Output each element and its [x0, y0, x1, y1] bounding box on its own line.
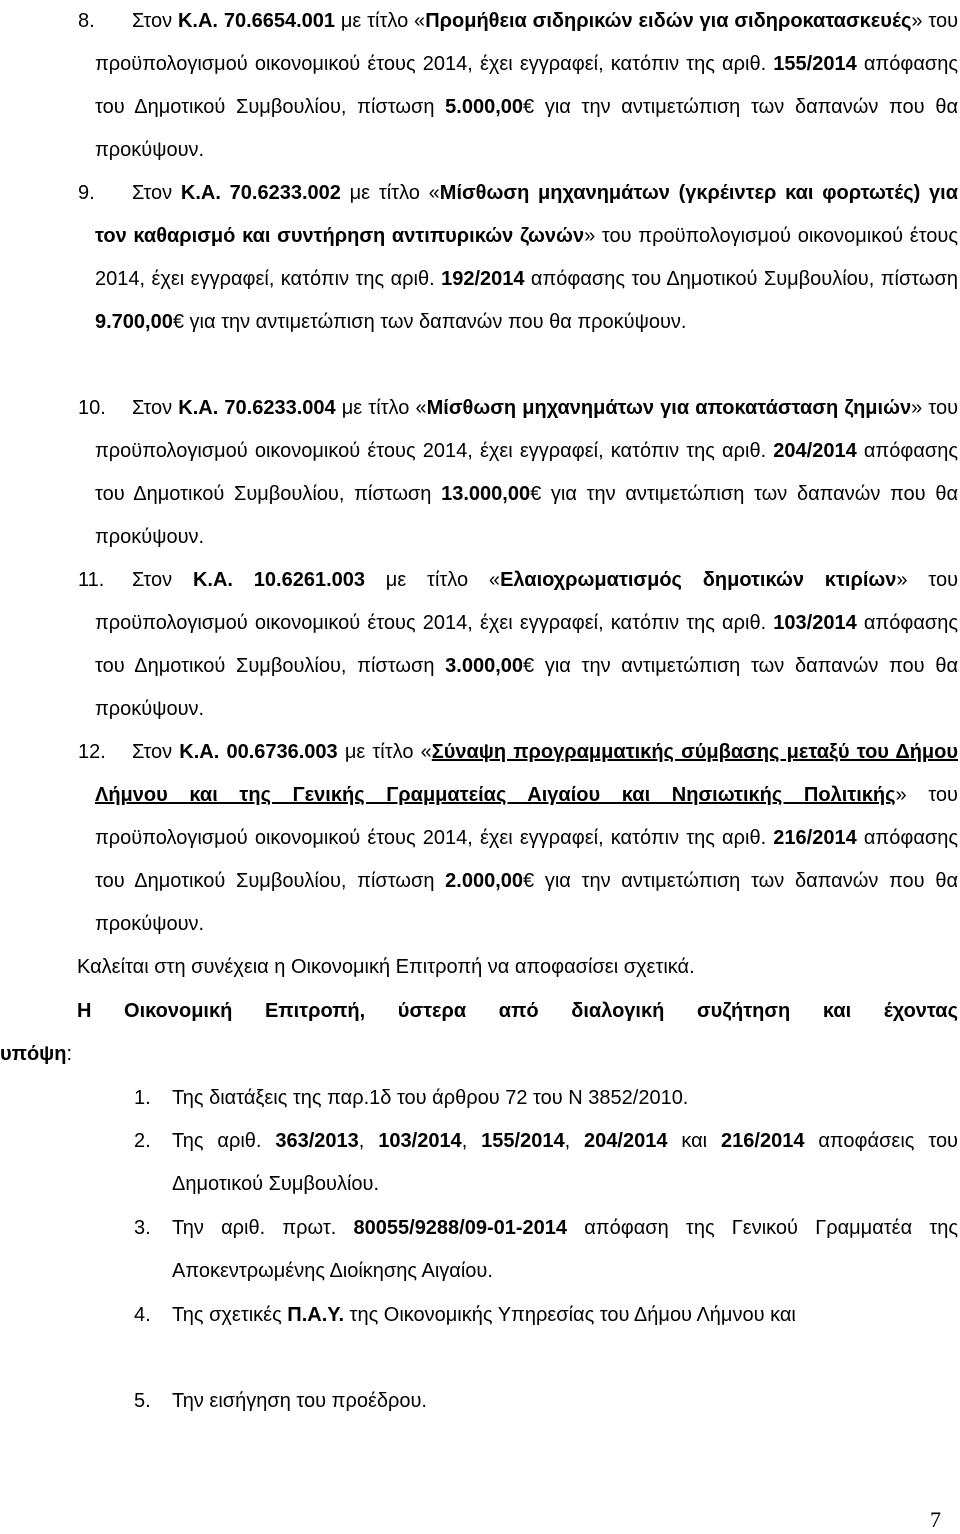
text-run: € για την αντιμετώπιση των δαπανών που θα προκύψουν. [95, 483, 959, 548]
bold-text-run: Προμήθεια σιδηρικών ειδών για σιδηροκατασκευές [425, 10, 912, 32]
bold-text-run: 3.000,00 [445, 655, 524, 677]
text-run: , [564, 1130, 585, 1152]
text-run: Στον [132, 182, 181, 204]
budget-item-text [78, 0, 959, 172]
text-run: απόφασης του Δημοτικού Συμβουλίου, πίστωση [95, 440, 958, 505]
consideration-number: 2. [134, 1130, 151, 1152]
budget-item-text [78, 387, 959, 559]
text-run: με τίτλο « [365, 569, 501, 591]
text-run: € για την αντιμετώπιση των δαπανών που θα προκύψουν. [172, 311, 687, 333]
consideration-text [172, 1380, 958, 1423]
text-run: Την εισήγηση του προέδρου. [172, 1390, 427, 1412]
text-run: Την αριθ. πρωτ. [172, 1217, 354, 1239]
committee-statement-word: υπόψη [0, 1043, 67, 1065]
bold-text-run: 192/2014 [441, 268, 525, 290]
invitation-text: Καλείται στη συνέχεια η Οικονομική Επιτροπή να αποφασίσει σχετικά. [77, 956, 695, 978]
text-run: , [461, 1130, 482, 1152]
page-number: 7 [930, 1507, 941, 1532]
text-run: » του προϋπολογισμού οικονομικού έτους 2014, έχει εγγραφεί, κατόπιν της αριθ. [95, 10, 959, 75]
budget-item-text [78, 559, 959, 731]
text-run: » του προϋπολογισμού οικονομικού έτους 2014, έχει εγγραφεί, κατόπιν της αριθ. [95, 225, 958, 290]
consideration-text [172, 1077, 958, 1120]
consideration-number: 3. [134, 1217, 151, 1239]
text-run: » του προϋπολογισμού οικονομικού έτους 2014, έχει εγγραφεί, κατόπιν της αριθ. [95, 784, 958, 849]
consideration-number: 5. [134, 1390, 151, 1412]
bold-text-run: 80055/9288/09-01-2014 [353, 1217, 568, 1239]
committee-statement-colon: : [66, 1043, 73, 1065]
text-run: € για την αντιμετώπιση των δαπανών που θα προκύψουν. [95, 655, 959, 720]
bold-text-run: 155/2014 [773, 53, 857, 75]
budget-item-text [78, 731, 959, 946]
text-run: της Οικονομικής Υπηρεσίας του Δήμου Λήμνου και [344, 1304, 796, 1326]
bold-text-run: 2.000,00 [445, 870, 524, 892]
text-run: και [667, 1130, 722, 1152]
budget-item-number: 12. [78, 741, 106, 763]
bold-text-run: 204/2014 [584, 1130, 668, 1152]
bold-text-run: 13.000,00 [441, 483, 531, 505]
text-run: απόφασης του Δημοτικού Συμβουλίου, πίστωση [95, 53, 958, 118]
text-run: Στον [132, 741, 180, 763]
text-run: με τίτλο « [335, 397, 427, 419]
consideration-number: 4. [134, 1304, 151, 1326]
bold-text-run: 9.700,00 [95, 311, 173, 333]
text-run: € για την αντιμετώπιση των δαπανών που θα προκύψουν. [95, 96, 959, 161]
text-run: » του προϋπολογισμού οικονομικού έτους 2014, έχει εγγραφεί, κατόπιν της αριθ. [95, 397, 959, 462]
bold-text-run: Κ.Α. 10.6261.003 [192, 569, 365, 591]
consideration-text [172, 1294, 958, 1337]
text-run: » του προϋπολογισμού οικονομικού έτους 2014, έχει εγγραφεί, κατόπιν της αριθ. [95, 569, 959, 634]
text-run: με τίτλο « [337, 741, 432, 763]
bold-text-run: 363/2013 [275, 1130, 359, 1152]
text-run: , [358, 1130, 379, 1152]
bold-text-run: 103/2014 [378, 1130, 462, 1152]
text-run: απόφασης του Δημοτικού Συμβουλίου, πίστωση [524, 268, 959, 290]
bold-text-run: Π.Α.Υ. [287, 1304, 344, 1326]
text-run: Της αριθ. [172, 1130, 276, 1152]
bold-text-run: 103/2014 [773, 612, 857, 634]
bold-text-run: Κ.Α. 70.6654.001 [177, 10, 336, 32]
text-run: € για την αντιμετώπιση των δαπανών που θα προκύψουν. [95, 870, 959, 935]
bold-text-run: Μίσθωση μηχανημάτων (γκρέιντερ και φορτωτές) για τον καθαρισμό και συντήρηση αντιπυρικών ζωνών [95, 182, 959, 247]
bold-text-run: Ελαιοχρωματισμός δημοτικών κτιρίων [500, 569, 897, 591]
budget-item-number: 10. [78, 397, 106, 419]
bold-text-run: Κ.Α. 00.6736.003 [179, 741, 338, 763]
budget-item-number: 11. [78, 569, 105, 591]
text-run: απόφασης του Δημοτικού Συμβουλίου, πίστωση [95, 827, 958, 892]
text-run: Στον [132, 397, 179, 419]
text-run: Της σχετικές [172, 1304, 288, 1326]
committee-statement: Η Οικονομική Επιτροπή, ύστερα από διαλογική συζήτηση και έχοντας [77, 1000, 958, 1022]
bold-text-run: 216/2014 [773, 827, 857, 849]
consideration-text [172, 1207, 958, 1293]
text-run: Στον [132, 10, 178, 32]
budget-item-number: 8. [78, 10, 95, 32]
text-run: Της διατάξεις της παρ.1δ του άρθρου 72 του Ν 3852/2010. [172, 1087, 689, 1109]
bold-text-run: 204/2014 [773, 440, 857, 462]
budget-item-number: 9. [78, 182, 95, 204]
consideration-text [172, 1120, 958, 1206]
bold-text-run: Κ.Α. 70.6233.002 [180, 182, 341, 204]
text-run: απόφαση της Γενικού Γραμματέα της Αποκεντρωμένης Διοίκησης Αιγαίου. [172, 1217, 958, 1282]
text-run: απόφασης του Δημοτικού Συμβουλίου, πίστωση [95, 612, 958, 677]
bold-text-run: Μίσθωση μηχανημάτων για αποκατάσταση ζημιών [426, 397, 912, 419]
bold-text-run: 5.000,00 [445, 96, 524, 118]
bold-text-run: Σύναψη προγραμματικής σύμβασης μεταξύ του Δήμου Λήμνου και της Γενικής Γραμματείας Αιγαίου και Νησιωτικής Πολιτικής [95, 741, 959, 806]
text-run: με τίτλο « [335, 10, 426, 32]
committee-statement-cont [0, 1033, 72, 1076]
text-run: αποφάσεις του Δημοτικού Συμβουλίου. [172, 1130, 958, 1195]
bold-text-run: 216/2014 [721, 1130, 805, 1152]
bold-text-run: 155/2014 [481, 1130, 565, 1152]
budget-item-text [78, 172, 959, 344]
text-run: Στον [132, 569, 193, 591]
bold-text-run: Κ.Α. 70.6233.004 [178, 397, 336, 419]
consideration-number: 1. [134, 1087, 151, 1109]
text-run: με τίτλο « [340, 182, 440, 204]
